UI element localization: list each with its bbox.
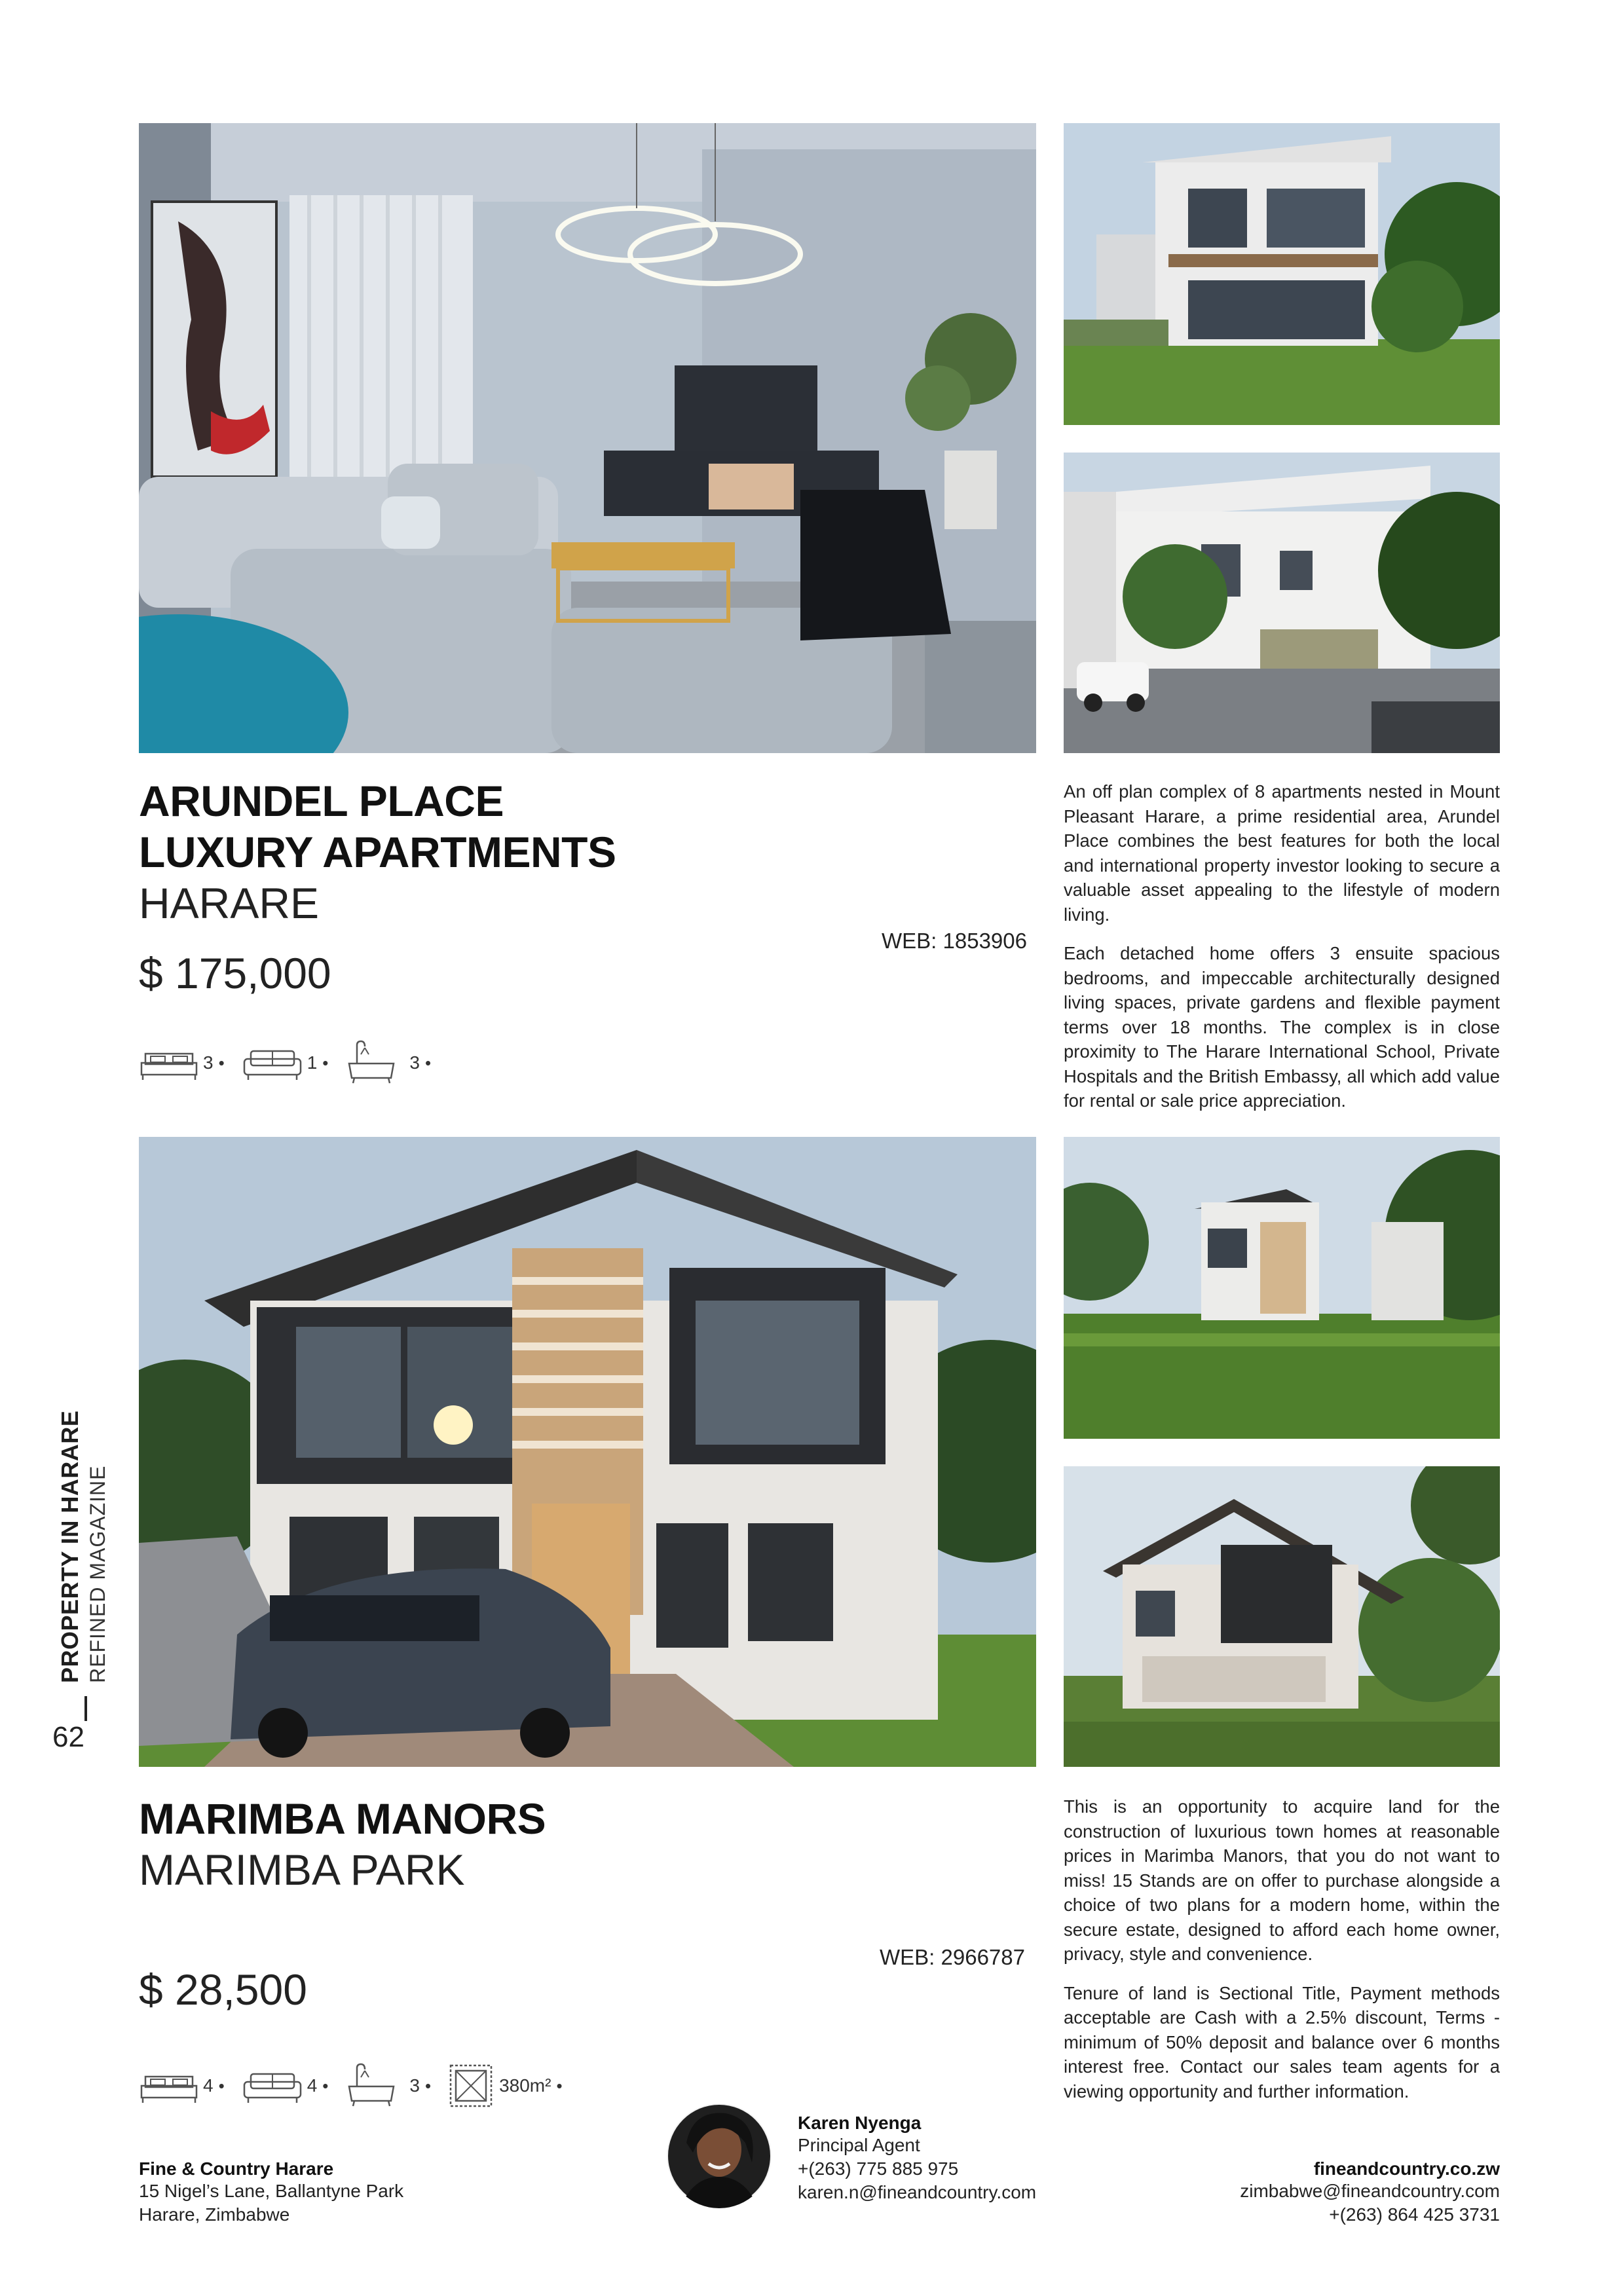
bath-icon	[345, 2063, 398, 2109]
listing-2-bedrooms-count: 4	[203, 2075, 214, 2096]
bed-icon	[139, 2066, 199, 2105]
company-email[interactable]: zimbabwe@fineandcountry.com	[1240, 2181, 1500, 2201]
floor-area-icon	[448, 2063, 494, 2109]
sofa-icon	[242, 1043, 303, 1083]
agent-email[interactable]: karen.n@fineandcountry.com	[798, 2182, 1037, 2202]
listing-2-features	[139, 2063, 580, 2109]
spine-subtitle: REFINED MAGAZINE	[86, 1465, 109, 1683]
listing-1-receptions-count: 1	[307, 1052, 318, 1073]
marimba-exterior-photo-2	[1064, 1466, 1500, 1767]
marimba-exterior-photo-1	[1064, 1137, 1500, 1439]
listing-1-description	[1064, 779, 1500, 1128]
listing-2-receptions: 4 •	[242, 2066, 329, 2105]
listing-1-receptions: 1 •	[242, 1043, 329, 1083]
listing-1-bedrooms: 3 •	[139, 1043, 225, 1083]
listing-2-paragraph-1: This is an opportunity to acquire land for the construction of luxurious town homes at reasonable prices in Marimba Manors, that you do not want to miss! 15 Stands are on offer to purchase alongside a choice of two plans for a modern home, within the secure estate, designed to afford each home owner, privacy, style and convenience.	[1064, 1796, 1500, 1964]
office-address-line-2: Harare, Zimbabwe	[139, 2204, 290, 2225]
office-name: Fine & Country Harare	[139, 2158, 334, 2179]
page-number: 62	[52, 1721, 84, 1753]
listing-2-area-value: 380m²	[499, 2075, 551, 2096]
listing-1-bathrooms: 3 •	[345, 1040, 431, 1086]
listing-2-bathrooms: 3 •	[345, 2063, 431, 2109]
marimba-house-photo	[139, 1137, 1036, 1767]
living-room-photo	[139, 123, 1036, 753]
company-website[interactable]: fineandcountry.co.zw	[1313, 2158, 1500, 2179]
listing-1-price: $ 175,000	[139, 949, 331, 997]
agent-name: Karen Nyenga	[798, 2113, 922, 2133]
agent-role: Principal Agent	[798, 2135, 920, 2155]
office-contact	[139, 2158, 403, 2227]
spine-text	[56, 1411, 111, 1683]
bed-icon	[139, 1043, 199, 1083]
listing-2-bathrooms-count: 3	[409, 2075, 420, 2096]
company-phone[interactable]: +(263) 864 425 3731	[1329, 2204, 1500, 2225]
listing-1-paragraph-1: An off plan complex of 8 apartments nested in Mount Pleasant Harare, a prime residential area, Arundel Place combines the best features for both the local and international property investor looking to secure a valuable asset appealing to the lifestyle of modern living.	[1064, 781, 1500, 925]
house-exterior-photo-1	[1064, 123, 1500, 425]
agent-phone[interactable]: +(263) 775 885 975	[798, 2158, 959, 2179]
listing-1-paragraph-2: Each detached home offers 3 ensuite spacious bedrooms, and impeccable architecturally designed living spaces, private gardens and flexible payment terms over 18 months. The complex is in close proximity to The Harare International School, Private Hospitals and the British Embassy, all which add value for rental or sale price appreciation.	[1064, 943, 1500, 1111]
spine-divider	[84, 1696, 87, 1721]
listing-1-bedrooms-count: 3	[203, 1052, 214, 1073]
listing-1-bathrooms-count: 3	[409, 1052, 420, 1073]
page-spine	[30, 1408, 122, 1762]
listing-2-paragraph-2: Tenure of land is Sectional Title, Payment methods acceptable are Cash with a 2.5% discount, Terms - minimum of 50% deposit and balance over 6 months interest free. Contact our sales team agents for a viewing opportunity and further information.	[1064, 1982, 1500, 2102]
listing-1-title-line-1: ARUNDEL PLACE	[139, 777, 504, 825]
sofa-icon	[242, 2066, 303, 2105]
listing-2-bedrooms: 4 •	[139, 2066, 225, 2105]
spine-title: PROPERTY IN HARARE	[56, 1410, 83, 1683]
listing-2-description	[1064, 1794, 1500, 2118]
office-address-line-1: 15 Nigel’s Lane, Ballantyne Park	[139, 2181, 404, 2201]
company-contact	[1240, 2158, 1500, 2227]
listing-1-features	[139, 1040, 448, 1086]
agent-contact	[798, 2113, 1036, 2204]
bath-icon	[345, 1040, 398, 1086]
listing-1-title-line-2: LUXURY APARTMENTS	[139, 828, 616, 876]
listing-2-title: MARIMBA MANORS	[139, 1794, 546, 1843]
listing-2-web-ref: WEB: 2966787	[880, 1945, 1025, 1969]
house-exterior-photo-2	[1064, 453, 1500, 753]
listing-2-area: 380m² •	[448, 2063, 562, 2109]
listing-2-price: $ 28,500	[139, 1965, 307, 2014]
listing-2-location: MARIMBA PARK	[139, 1845, 465, 1894]
listing-1-location: HARARE	[139, 879, 320, 927]
listing-2-receptions-count: 4	[307, 2075, 318, 2096]
agent-photo	[667, 2103, 772, 2208]
listing-1-web-ref: WEB: 1853906	[882, 929, 1027, 953]
